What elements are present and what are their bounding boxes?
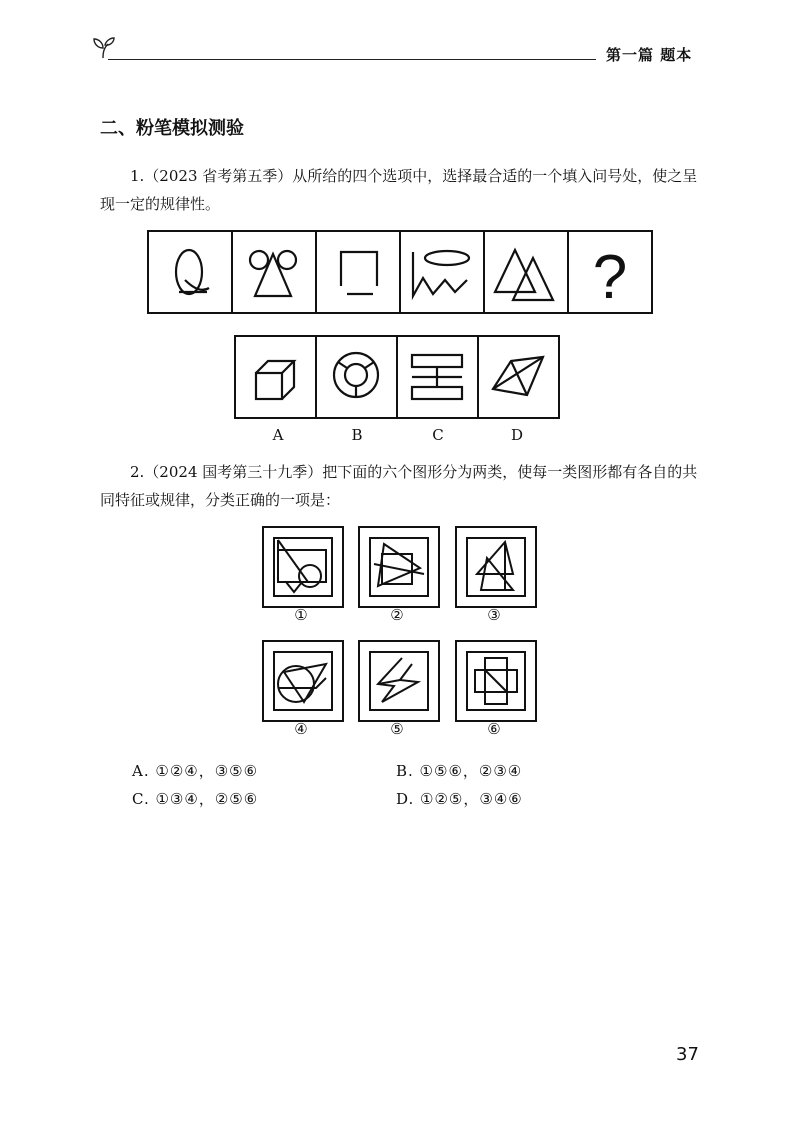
question-2-text: 2.（2024 国考第三十九季）把下面的六个图形分为两类，使每一类图形都有各自的共同特征或规律，分类正确的一项是：: [100, 463, 698, 509]
q1-option-label: D: [510, 426, 524, 444]
q2-answer-a[interactable]: A. ①②④，③⑤⑥: [132, 762, 259, 780]
q2-figure-number: ④: [294, 720, 308, 738]
q2-figure-4: [262, 640, 344, 722]
header-rule: [108, 59, 596, 60]
q1-option-c-figure[interactable]: [398, 337, 479, 417]
q1-option-b-figure[interactable]: [317, 337, 398, 417]
q1-option-a-figure[interactable]: [236, 337, 317, 417]
section-title: 二、粉笔模拟测验: [100, 118, 244, 139]
q2-figure-number: ⑥: [487, 720, 501, 738]
q2-figure-6: [455, 640, 537, 722]
header-section-label: 第一篇 题本: [606, 46, 693, 64]
q2-answer-c[interactable]: C. ①③④，②⑤⑥: [132, 790, 259, 808]
q2-figure-1: [262, 526, 344, 608]
q1-option-label: C: [432, 426, 444, 444]
q2-figure-3: [455, 526, 537, 608]
q1-options: [234, 335, 560, 419]
q1-option-d-figure[interactable]: [479, 337, 558, 417]
q2-answer-b[interactable]: B. ①⑤⑥，②③④: [396, 762, 523, 780]
q2-figure-number: ⑤: [390, 720, 404, 738]
q2-figure-2: [358, 526, 440, 608]
page-number: 37: [676, 1044, 699, 1065]
q1-option-label: B: [351, 426, 363, 444]
q2-figure-number: ②: [390, 606, 404, 624]
sprout-icon: [90, 34, 116, 60]
q1-sequence: [147, 230, 653, 314]
q1-sequence-figure-5: [485, 232, 569, 312]
q1-sequence-figure-1: [149, 232, 233, 312]
q1-sequence-figure-4: [401, 232, 485, 312]
q1-option-label: A: [272, 426, 284, 444]
q2-figure-number: ③: [487, 606, 501, 624]
q2-answer-d[interactable]: D. ①②⑤，③④⑥: [396, 790, 523, 808]
question-mark: ?: [592, 243, 628, 312]
q1-sequence-figure-3: [317, 232, 401, 312]
q2-figure-5: [358, 640, 440, 722]
q1-question-cell: [569, 232, 651, 312]
question-1-text: 1.（2023 省考第五季）从所给的四个选项中，选择最合适的一个填入问号处，使之呈现一定的规律性。: [100, 167, 698, 213]
q2-figure-number: ①: [294, 606, 308, 624]
q1-sequence-figure-2: [233, 232, 317, 312]
